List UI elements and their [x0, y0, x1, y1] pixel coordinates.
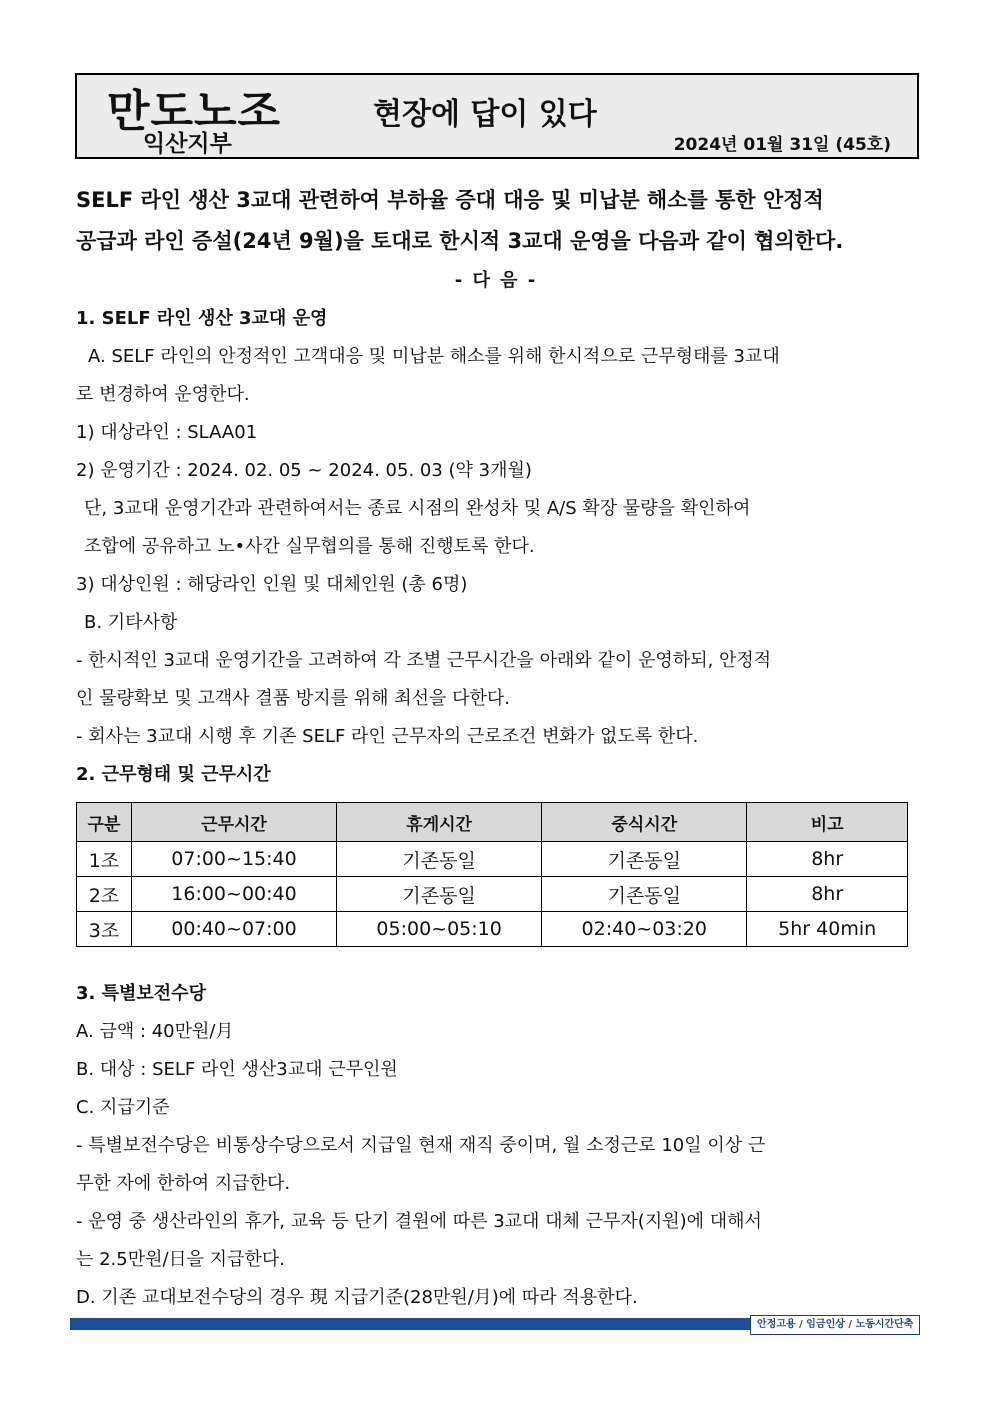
table-cell: 07:00~15:40 [131, 842, 336, 877]
section-1-period: 2) 운영기간 : 2024. 02. 05 ~ 2024. 05. 03 (약 3개월) [76, 460, 532, 481]
branch-name: 익산지부 [143, 131, 232, 157]
table-cell: 8hr [747, 842, 908, 877]
table-cell: 02:40~03:20 [542, 912, 747, 947]
table-cell: 16:00~00:40 [131, 877, 336, 912]
section-2-title: 2. 근무형태 및 근무시간 [76, 764, 271, 785]
table-cell: 기존동일 [337, 877, 542, 912]
section-1-item-a: A. SELF 라인의 안정적인 고객대응 및 미납분 해소를 위해 한시적으로 근무형태를 3교대 [88, 346, 780, 367]
table-header-row [77, 803, 908, 842]
table-cell: 5hr 40min [747, 912, 908, 947]
table-header-cell: 중식시간 [542, 803, 747, 842]
section-1-target-line: 1) 대상라인 : SLAA01 [76, 422, 258, 443]
section-3-criteria: C. 지급기준 [76, 1097, 170, 1118]
newsletter-slogan: 현장에 답이 있다 [373, 97, 597, 132]
section-3-criteria-2-cont: 는 2.5만원/日을 지급한다. [76, 1249, 285, 1270]
table-cell: 3조 [77, 912, 132, 947]
section-1-b-bullet-1: - 한시적인 3교대 운영기간을 고려하여 각 조별 근무시간을 아래와 같이 운영하되, 안정적 [76, 650, 772, 671]
section-1-staff: 3) 대상인원 : 해당라인 인원 및 대체인원 (총 6명) [76, 574, 468, 595]
table-cell: 기존동일 [542, 877, 747, 912]
section-1-title: 1. SELF 라인 생산 3교대 운영 [76, 308, 328, 329]
section-1-item-a-cont: 로 변경하여 운영한다. [76, 384, 250, 405]
section-3-item-d: D. 기존 교대보전수당의 경우 現 지급기준(28만원/月)에 따라 적용한다. [76, 1287, 638, 1308]
section-3-criteria-1: - 특별보전수당은 비통상수당으로서 지급일 현재 재직 중이며, 월 소정근로 10일 이상 근 [76, 1135, 766, 1156]
table-cell: 1조 [77, 842, 132, 877]
section-divider-heading: - 다 음 - [454, 270, 538, 291]
intro-line-1: SELF 라인 생산 3교대 관련하여 부하율 증대 대응 및 미납분 해소를 통한 안정적 [76, 188, 824, 212]
union-logo-text: 만도노조 [107, 86, 282, 137]
intro-line-2: 공급과 라인 증설(24년 9월)을 토대로 한시적 3교대 운영을 다음과 같이 협의한다. [76, 229, 844, 253]
section-3-target: B. 대상 : SELF 라인 생산3교대 근무인원 [76, 1059, 398, 1080]
table-header-cell: 비고 [747, 803, 908, 842]
section-3-title: 3. 특별보전수당 [76, 983, 206, 1004]
table-row [77, 842, 908, 877]
newsletter-header [75, 73, 919, 159]
table-cell: 기존동일 [337, 842, 542, 877]
section-3-criteria-2: - 운영 중 생산라인의 휴가, 교육 등 단기 결원에 따른 3교대 대체 근무자(지원)에 대해서 [76, 1211, 762, 1232]
section-1-b-bullet-2: - 회사는 3교대 시행 후 기존 SELF 라인 근무자의 근로조건 변화가 없도록 한다. [76, 726, 699, 747]
table-row [77, 912, 908, 947]
table-row [77, 877, 908, 912]
section-3-criteria-1-cont: 무한 자에 한하여 지급한다. [76, 1173, 291, 1194]
section-1-period-note-1: 단, 3교대 운영기간과 관련하여서는 종료 시점의 완성차 및 A/S 확장 물량을 확인하여 [84, 498, 751, 519]
table-header-cell: 근무시간 [131, 803, 336, 842]
table-cell: 8hr [747, 877, 908, 912]
work-schedule-table [76, 802, 908, 947]
section-3-amount: A. 금액 : 40만원/月 [76, 1021, 234, 1042]
table-cell: 기존동일 [542, 842, 747, 877]
section-1-item-b: B. 기타사항 [84, 612, 178, 633]
section-1-b-bullet-1-cont: 인 물량확보 및 고객사 결품 방지를 위해 최선을 다한다. [76, 688, 511, 709]
document-body [76, 180, 916, 1317]
section-1-period-note-2: 조합에 공유하고 노•사간 실무협의를 통해 진행토록 한다. [84, 536, 535, 557]
table-cell: 2조 [77, 877, 132, 912]
table-cell: 00:40~07:00 [131, 912, 336, 947]
table-cell: 05:00~05:10 [337, 912, 542, 947]
table-header-cell: 구분 [77, 803, 132, 842]
issue-date: 2024년 01월 31일 (45호) [673, 135, 891, 155]
table-header-cell: 휴게시간 [337, 803, 542, 842]
footer-slogan-stamp: 안정고용 / 임금인상 / 노동시간단축 [750, 1315, 920, 1335]
